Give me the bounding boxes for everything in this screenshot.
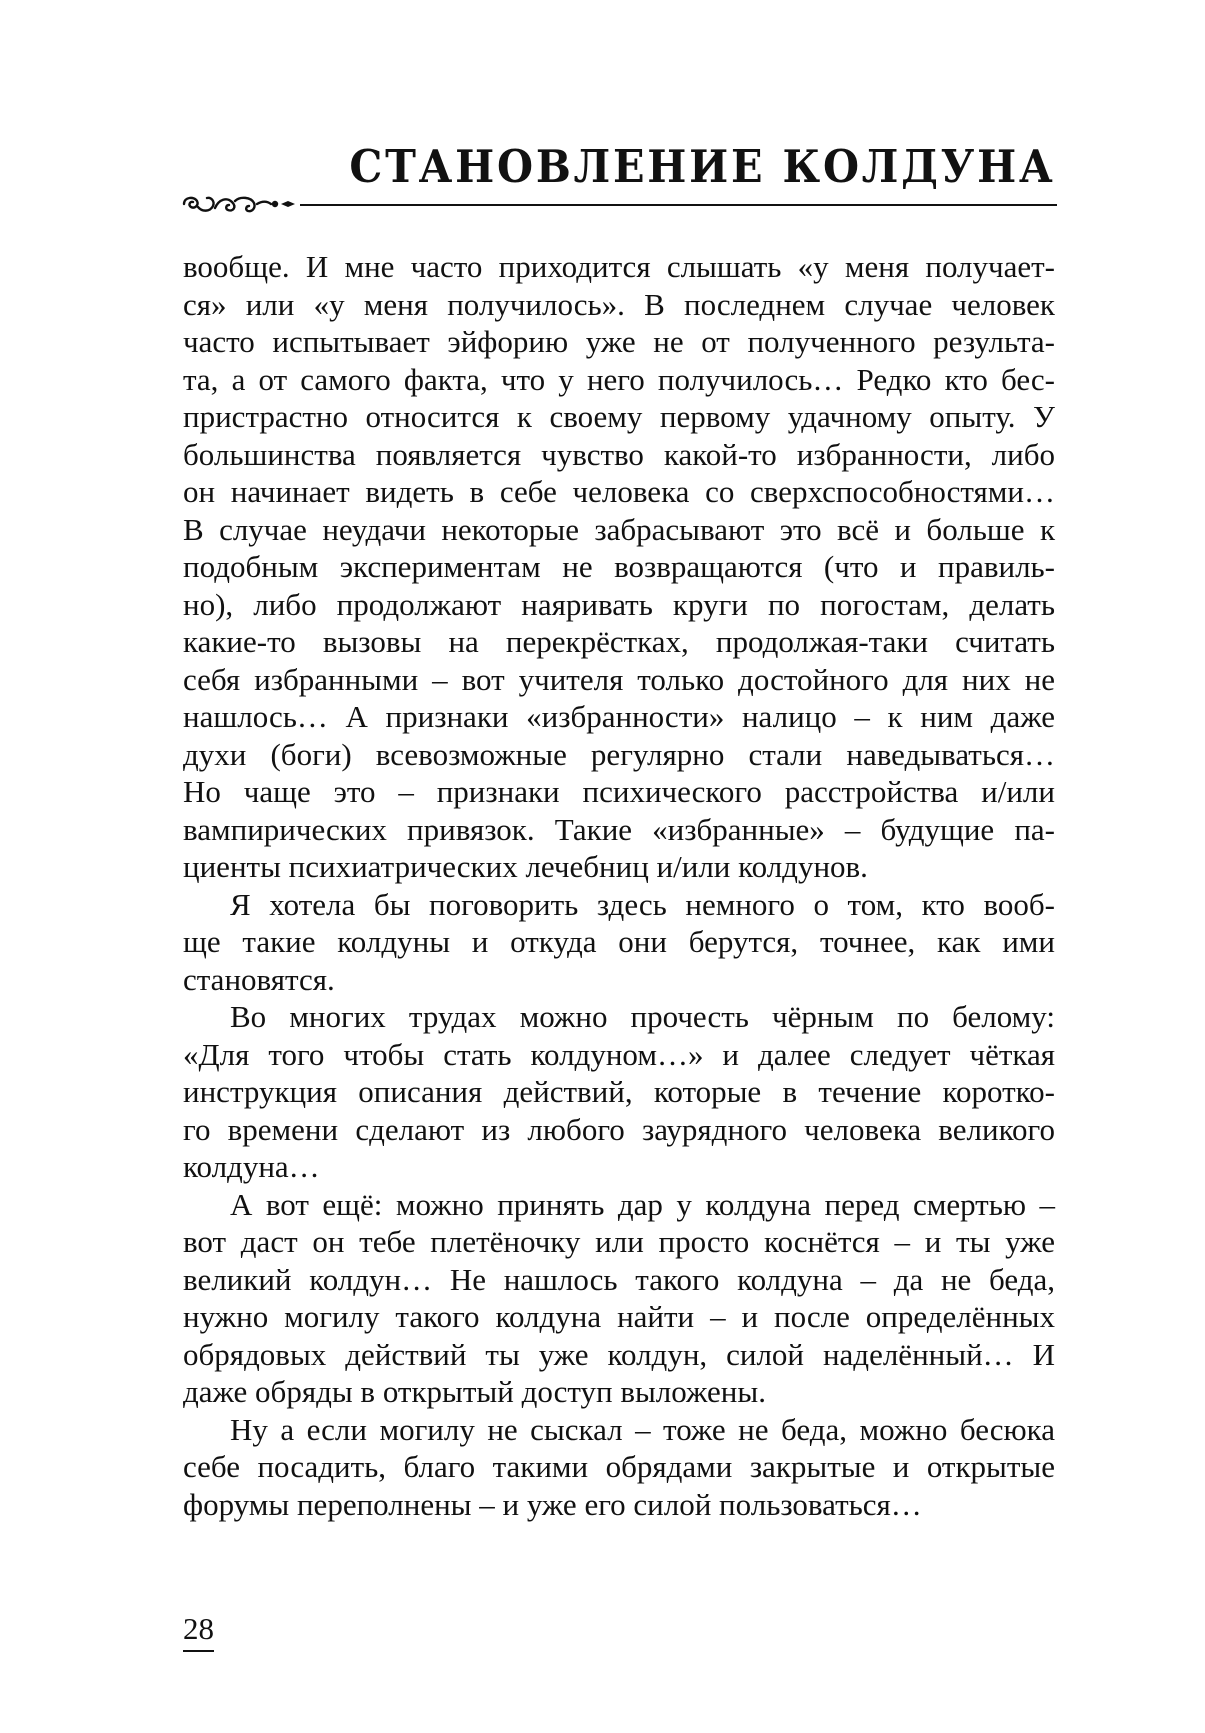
text-line: вампирических привязок. Такие «избранные» – будущие па-	[183, 811, 1055, 847]
text-line: Ну а если могилу не сыскал – тоже не беда, можно бесюка	[230, 1411, 1055, 1447]
text-line: подобным экспериментам не возвращаются (что и правиль-	[183, 549, 1055, 584]
text-line: большинства появляется чувство какой-то избранности, либо	[183, 436, 1055, 472]
page-number: 28	[183, 1613, 214, 1652]
text-line: та, а от самого факта, что у него получилось… Редко кто бес-	[183, 361, 1055, 397]
text-line: «Для того чтобы стать колдуном…» и далее следует чёткая	[183, 1036, 1055, 1072]
running-header	[0, 140, 1205, 230]
paragraph	[183, 248, 1055, 886]
text-line: Я хотела бы поговорить здесь немного о том, кто вооб-	[230, 886, 1055, 922]
text-line: Но чаще это – признаки психического расстройства и/или	[183, 774, 1055, 809]
text-line: А вот ещё: можно принять дар у колдуна перед смертью –	[230, 1186, 1055, 1222]
text-line: обрядовых действий ты уже колдун, силой наделённый… И	[183, 1336, 1055, 1372]
text-line: Во многих трудах можно прочесть чёрным по белому:	[230, 999, 1055, 1034]
text-line: он начинает видеть в себе человека со сверхспособностями…	[183, 474, 1055, 509]
text-line: ся» или «у меня получилось». В последнем случае человек	[183, 286, 1055, 322]
body-text	[183, 248, 1055, 1523]
text-line: себе посадить, благо такими обрядами закрытые и открытые	[183, 1449, 1055, 1484]
scroll-ornament-icon	[180, 192, 304, 216]
page-footer	[183, 1613, 243, 1652]
text-line: пристрастно относится к своему первому удачному опыту. У	[183, 399, 1055, 434]
text-line: В случае неудачи некоторые забрасывают это всё и больше к	[183, 511, 1055, 547]
paragraph	[183, 886, 1055, 999]
text-line: духи (боги) всевозможные регулярно стали наведываться…	[183, 736, 1055, 772]
paragraph	[183, 1186, 1055, 1411]
text-line: но), либо продолжают наяривать круги по погостам, делать	[183, 586, 1055, 622]
text-line: вот даст он тебе плетёночку или просто коснётся – и ты уже	[183, 1224, 1055, 1259]
text-line: циенты психиатрических лечебниц и/или колдунов.	[183, 849, 868, 884]
text-line: ще такие колдуны и откуда они берутся, точнее, как ими	[183, 924, 1055, 959]
text-line: вообще. И мне часто приходится слышать «у меня получает-	[183, 249, 1055, 284]
text-line: становятся.	[183, 961, 335, 997]
paragraph	[183, 998, 1055, 1186]
text-line: инструкция описания действий, которые в течение коротко-	[183, 1074, 1055, 1109]
text-line: нужно могилу такого колдуна найти – и после определённых	[183, 1299, 1055, 1334]
running-title: СТАНОВЛЕНИЕ КОЛДУНА	[348, 140, 1055, 193]
text-line: часто испытывает эйфорию уже не от полученного результа-	[183, 324, 1055, 359]
header-rule	[300, 204, 1057, 206]
text-line: себя избранными – вот учителя только достойного для них не	[183, 661, 1055, 697]
text-line: колдуна…	[183, 1149, 320, 1184]
text-line: великий колдун… Не нашлось такого колдуна – да не беда,	[183, 1261, 1055, 1297]
text-line: нашлось… А признаки «избранности» налицо – к ним даже	[183, 699, 1055, 734]
text-line: какие-то вызовы на перекрёстках, продолжая-таки считать	[183, 624, 1055, 659]
text-line: даже обряды в открытый доступ выложены.	[183, 1374, 766, 1409]
text-line: форумы переполнены – и уже его силой пользоваться…	[183, 1486, 922, 1522]
paragraph	[183, 1411, 1055, 1524]
text-line: го времени сделают из любого заурядного человека великого	[183, 1111, 1055, 1147]
